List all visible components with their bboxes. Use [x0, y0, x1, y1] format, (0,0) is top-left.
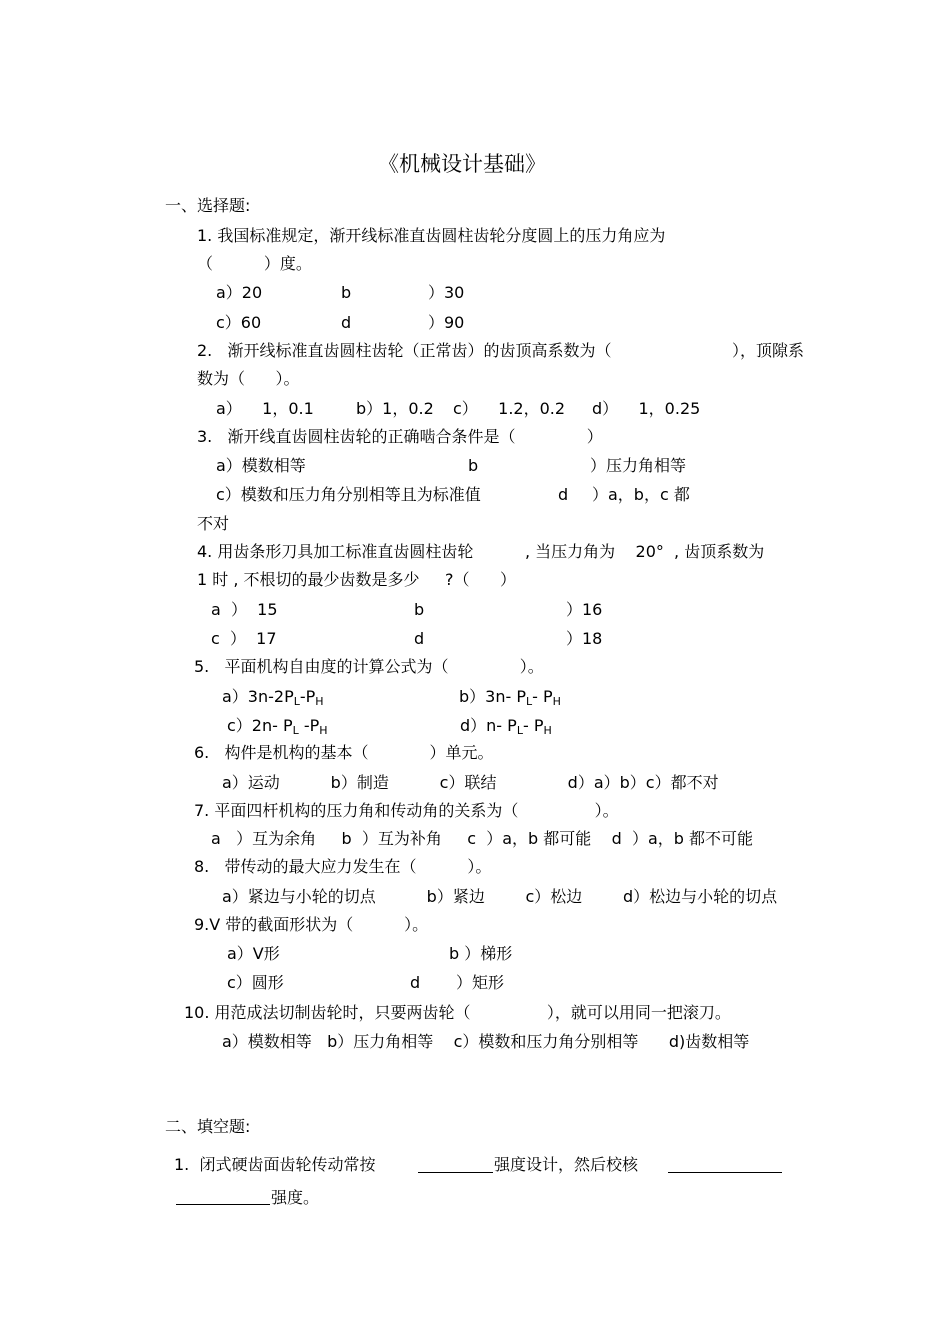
question-3-option-d-cont: 不对 [197, 514, 230, 533]
question-4-text: 4. 用齿条形刀具加工标准直齿圆柱齿轮 [197, 542, 474, 561]
question-4-option-c: c ） 17 [211, 629, 277, 648]
question-4-option-a: a ） 15 [211, 600, 278, 619]
page-title: 《机械设计基础》 [378, 152, 546, 176]
question-2-text-cont: 数为（ ）。 [197, 369, 300, 388]
question-5-option-a-mid: -P [299, 687, 316, 706]
question-3-option-d-label: d [558, 485, 569, 504]
question-2-option-d: d） 1，0.25 [592, 399, 701, 418]
question-6-text: 6. 构件是机构的基本（ ）单元。 [194, 743, 494, 762]
question-5-option-c-mid: -P [298, 716, 320, 735]
question-5-option-d-main: d）n- P [460, 716, 517, 735]
question-5-option-c [227, 716, 328, 738]
question-2-option-c: c） 1.2，0.2 [453, 399, 566, 418]
question-1-option-b: ）30 [428, 283, 465, 302]
fill-blank-2[interactable] [668, 1171, 782, 1173]
question-5-option-c-sub2: H [319, 724, 328, 737]
question-9-option-c: c）圆形 [227, 973, 284, 992]
question-3-option-b: ）压力角相等 [590, 456, 687, 475]
question-1-option-d: ）90 [428, 313, 465, 332]
question-5-option-b-sub1: L [526, 695, 533, 708]
question-2-text: 2. 渐开线标准直齿圆柱齿轮（正常齿）的齿顶高系数为（ [197, 341, 612, 360]
question-5-option-d-sub1: L [516, 724, 523, 737]
question-5-option-d-mid: - P [522, 716, 544, 735]
question-4-option-d: ）18 [566, 629, 603, 648]
fill-blank-2-cont[interactable] [176, 1203, 270, 1205]
question-5-text: 5. 平面机构自由度的计算公式为（ ）。 [194, 657, 544, 676]
question-3-option-d: ）a，b，c 都 [592, 485, 690, 504]
question-4-option-d-label: d [414, 629, 425, 648]
question-2-option-a: a） 1，0.1 [216, 399, 314, 418]
question-5-option-b-sub2: H [552, 695, 561, 708]
question-5-option-a [222, 687, 324, 709]
question-8-options: a）紧边与小轮的切点 b）紧边 c）松边 d）松边与小轮的切点 [222, 887, 778, 906]
question-9-option-b: b ）梯形 [449, 944, 513, 963]
question-5-option-a-sub1: L [293, 695, 300, 708]
question-3-option-a: a）模数相等 [216, 456, 306, 475]
question-8-text: 8. 带传动的最大应力发生在（ ）。 [194, 857, 492, 876]
question-10-text: 10. 用范成法切制齿轮时，只要两齿轮（ ），就可以用同一把滚刀。 [184, 1003, 731, 1022]
question-3-option-c: c）模数和压力角分别相等且为标准值 [216, 485, 481, 504]
question-7-options: a ）互为余角 b ）互为补角 c ）a，b 都可能 d ）a，b 都不可能 [211, 829, 753, 848]
fill-question-1-text-mid: 强度设计，然后校核 [494, 1155, 639, 1174]
question-4-option-b: ）16 [566, 600, 603, 619]
question-5-option-a-main: a）3n-2P [222, 687, 294, 706]
question-5-option-a-sub2: H [315, 695, 324, 708]
question-3-text: 3. 渐开线直齿圆柱齿轮的正确啮合条件是（ ） [197, 427, 603, 446]
question-9-option-a: a）V形 [227, 944, 280, 963]
question-9-text: 9.V 带的截面形状为（ ）。 [194, 915, 429, 934]
question-6-options: a）运动 b）制造 c）联结 d）a）b）c）都不对 [222, 773, 719, 792]
fill-question-1-text: 1. 闭式硬齿面齿轮传动常按 [174, 1155, 376, 1174]
question-1-option-d-label: d [341, 313, 352, 332]
question-7-text: 7. 平面四杆机构的压力角和传动角的关系为（ ）。 [194, 801, 619, 820]
question-3-option-b-label: b [468, 456, 479, 475]
question-5-option-b-main: b）3n- P [459, 687, 526, 706]
question-1-text-cont: （ ）度。 [197, 254, 312, 273]
question-5-option-b-mid: - P [532, 687, 553, 706]
question-2-option-b: b）1，0.2 [356, 399, 434, 418]
question-5-option-c-sub1: L [292, 724, 299, 737]
question-4-text-end: , 当压力角为 20° , 齿顶系数为 [525, 542, 765, 561]
section-heading-choice: 一、选择题: [165, 196, 251, 215]
fill-blank-1[interactable] [418, 1171, 493, 1173]
question-10-options: a）模数相等 b）压力角相等 c）模数和压力角分别相等 d)齿数相等 [222, 1032, 750, 1051]
question-5-option-d [460, 716, 552, 738]
question-4-text-cont: 1 时 , 不根切的最少齿数是多少 ?（ ） [197, 570, 516, 589]
question-5-option-c-main: c）2n- P [227, 716, 293, 735]
question-9-option-d: ）矩形 [456, 973, 505, 992]
question-2-text-end: ），顶隙系 [732, 341, 805, 360]
question-9-option-d-label: d [410, 973, 421, 992]
question-1-text: 1. 我国标准规定，渐开线标准直齿圆柱齿轮分度圆上的压力角应为 [197, 226, 666, 245]
question-5-option-d-sub2: H [543, 724, 552, 737]
fill-question-1-text-end: 强度。 [271, 1188, 320, 1207]
question-5-option-b [459, 687, 561, 709]
question-1-option-a: a）20 [216, 283, 263, 302]
question-4-option-b-label: b [414, 600, 425, 619]
section-heading-fill-in: 二、填空题: [165, 1117, 251, 1136]
question-1-option-c: c）60 [216, 313, 262, 332]
question-1-option-b-label: b [341, 283, 352, 302]
